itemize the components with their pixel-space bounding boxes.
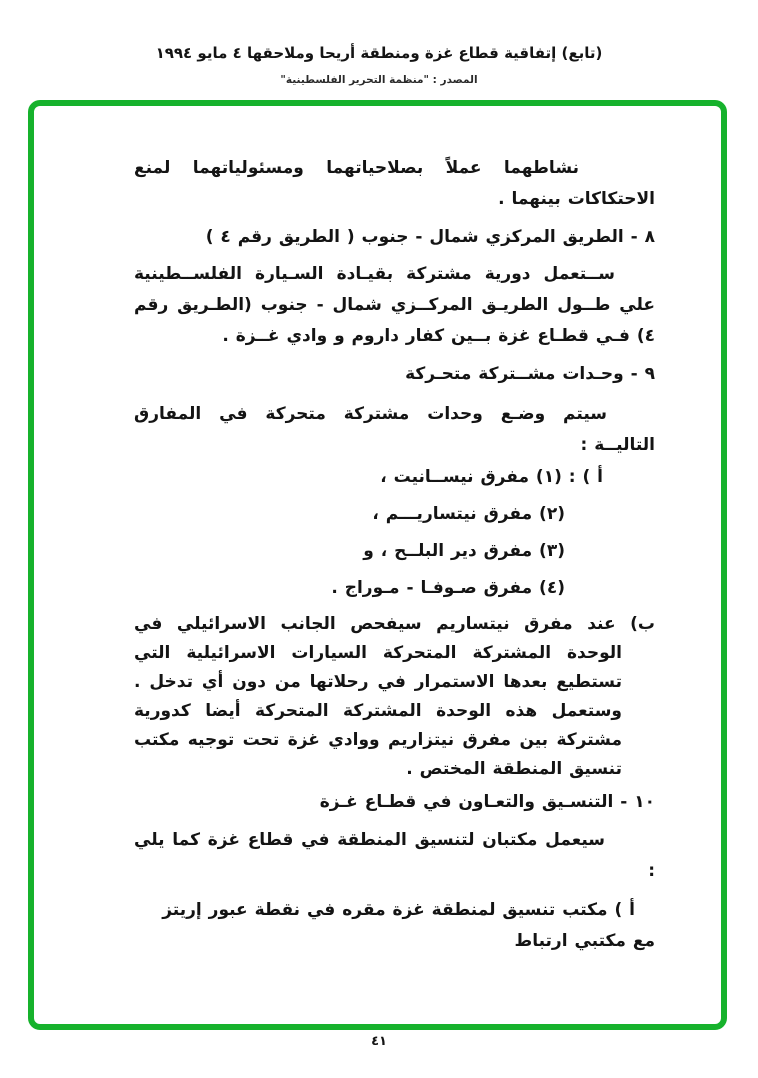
junction-list <box>134 462 655 604</box>
junction-item-3: (٣) مفرق دير البلــح ، و <box>363 541 565 561</box>
junction-item-1: أ ) : (١) مفرق نيســانيت ، <box>380 467 603 487</box>
continuation-paragraph: نشاطهما عملاً بصلاحياتهما ومسئولياتهما لمنع الاحتكاكات بينهما . <box>134 158 655 209</box>
section-10-heading: ١٠ - التنسـيق والتعـاون في قطـاع غـزة <box>319 792 655 812</box>
section-8-heading: ٨ - الطريق المركزي شمال - جنوب ( الطريق رقم ٤ ) <box>205 227 655 247</box>
section-9-paragraph-b: ب) عند مفرق نيتساريم سيفحص الجانب الاسرائيلي في الوحدة المشتركة المتحركة السيارات الاسرائيلية التي تستطيع بعدها الاستمرار في رحلاتها من دون أي تدخل . وستعمل هذه الوحدة المشتركة المتحركة أيضا كدورية مشتركة بين مفرق نيتزاريم ووادي غزة تحت توجيه مكتب تنسيق المنطقة المختص . <box>134 614 655 779</box>
document-body <box>34 106 721 957</box>
section-9-intro: سيتم وضـع وحدات مشتركة متحركة في المفارق التاليــة : <box>134 404 655 455</box>
section-9-heading: ٩ - وحـدات مشــتركة متحـركة <box>405 364 655 384</box>
junction-item-2: (٢) مفرق نيتساريـــم ، <box>372 504 565 524</box>
section-10-item-a: أ ) مكتب تنسيق لمنطقة غزة مقره في نقطة عبور إريتز مع مكتبي ارتباط <box>162 900 655 951</box>
junction-item-4: (٤) مفرق صـوفـا - مـوراج . <box>331 578 565 598</box>
source-line: المصدر : "منظمة التحرير الفلسطينية" <box>280 74 478 86</box>
section-8-paragraph: ســتعمل دورية مشتركة بقيـادة السـيارة الفلســطينية علي طــول الطريـق المركــزي شمال - جنوب (الطـريق رقم ٤) فـي قطـاع غزة بــين كفار داروم و وادي غــزة . <box>134 264 655 346</box>
page-number: ٤١ <box>371 1034 387 1049</box>
section-10-intro: سيعمل مكتبان لتنسيق المنطقة في قطاع غزة كما يلي : <box>134 830 655 881</box>
page-title: (تابع) إتفاقية قطاع غزة ومنطقة أريحا وملاحقها ٤ مايو ١٩٩٤ <box>155 44 603 62</box>
